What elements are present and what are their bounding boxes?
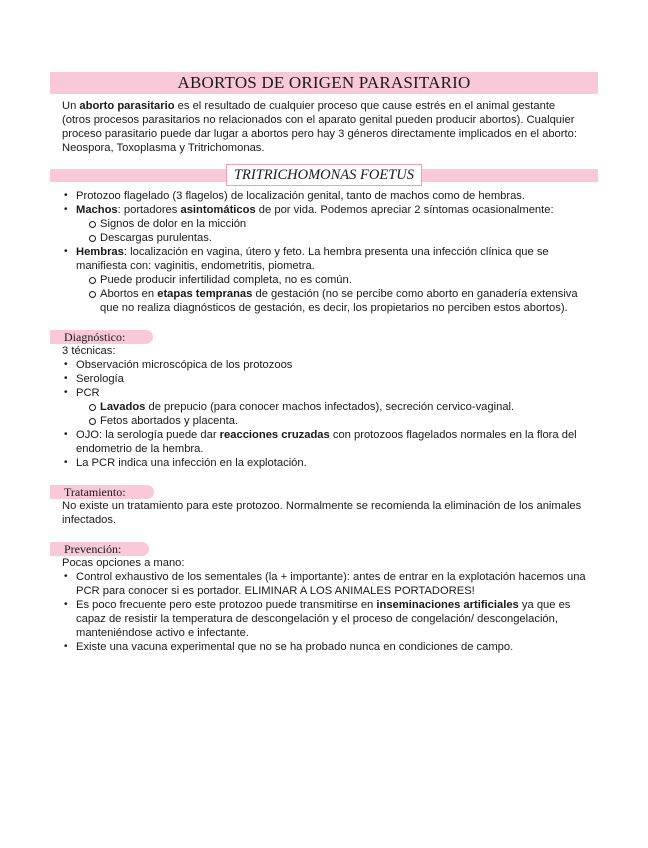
hembras-bold: Hembras bbox=[76, 246, 124, 258]
list-item bbox=[62, 598, 586, 640]
machos-text: : portadores bbox=[117, 204, 181, 216]
diagnostico-heading: Diagnóstico: bbox=[50, 330, 153, 344]
etapas-bold: etapas tempranas bbox=[157, 288, 253, 300]
reacciones-bold: reacciones cruzadas bbox=[219, 429, 330, 441]
prevencion-heading: Prevención: bbox=[50, 542, 149, 556]
abortos-pre: Abortos en bbox=[100, 288, 158, 300]
list-item: • Existe una vacuna experimental que no se ha probado nunca en condiciones de campo. bbox=[62, 640, 586, 654]
subtitle-row bbox=[50, 164, 598, 186]
insem-bold: inseminaciones artificiales bbox=[376, 599, 519, 611]
tratamiento-heading: Tratamiento: bbox=[50, 485, 154, 499]
document-title: ABORTOS DE ORIGEN PARASITARIO bbox=[50, 72, 598, 94]
prevencion-intro: Pocas opciones a mano: bbox=[62, 557, 185, 569]
diagnostico-intro: 3 técnicas: bbox=[62, 345, 116, 357]
machos-text-2: de por vida. Podemos apreciar 2 síntomas ocasionalmente: bbox=[255, 204, 554, 216]
prevencion-section-head bbox=[50, 540, 598, 554]
main-list bbox=[62, 189, 586, 315]
ojo-pre: OJO: la serología puede dar bbox=[76, 429, 220, 441]
asintomaticos-bold: asintomáticos bbox=[180, 204, 256, 216]
list-item: • Observación microscópica de los protozoos bbox=[62, 358, 586, 372]
pcr-sublist bbox=[76, 400, 586, 428]
pcr-label: PCR bbox=[76, 387, 100, 399]
insem-post: ya que es capaz de resistir la temperatura de descongelación y el proceso de congelación/ descongelación, manteniéndose activo e infectante. bbox=[76, 599, 571, 639]
diagnostico-section-head bbox=[50, 328, 598, 342]
machos-sublist bbox=[76, 217, 586, 245]
tratamiento-text: No existe un tratamiento para este protozoo. Normalmente se recomienda la eliminación de los animales infectados. bbox=[62, 500, 582, 526]
machos-bold: Machos bbox=[76, 204, 118, 216]
list-item: • Control exhaustivo de los sementales (la + importante): antes de entrar en la explotación hacemos una PCR para conocer si es portador. ELIMINAR A LOS ANIMALES PORTADORES! bbox=[62, 570, 586, 598]
list-item bbox=[62, 203, 586, 245]
prevencion-list bbox=[62, 570, 586, 654]
subtitle: TRITRICHOMONAS FOETUS bbox=[226, 164, 422, 186]
list-item bbox=[62, 428, 586, 456]
list-item: Fetos abortados y placenta. bbox=[86, 414, 586, 428]
ojo-post: con protozoos flagelados normales en la flora del endometrio de la hembra. bbox=[76, 429, 577, 455]
hembras-sublist bbox=[76, 273, 586, 315]
lavados-bold: Lavados bbox=[100, 401, 146, 413]
list-item bbox=[86, 400, 586, 414]
tratamiento-section-head bbox=[50, 483, 598, 497]
list-item bbox=[62, 386, 586, 428]
list-item bbox=[62, 245, 586, 315]
intro-paragraph bbox=[62, 99, 586, 155]
intro-bold: aborto parasitario bbox=[79, 100, 175, 112]
list-item bbox=[86, 287, 586, 315]
list-item: Descargas purulentas. bbox=[86, 231, 586, 245]
intro-prefix: Un bbox=[62, 100, 80, 112]
lavados-text: de prepucio (para conocer machos infectados), secreción cervico-vaginal. bbox=[145, 401, 515, 413]
intro-rest: es el resultado de cualquier proceso que cause estrés en el animal gestante (otros procesos parasitarios no relacionados con el aparato genital pueden producir abortos). Cualquier proceso parasitario puede dar lugar a abortos pero hay 3 géneros directamente implicados en el aborto: Neospora, Toxoplasma y Tritrichomonas. bbox=[62, 100, 577, 154]
list-item: • Protozoo flagelado (3 flagelos) de localización genital, tanto de machos como de hembras. bbox=[62, 189, 586, 203]
hembras-text: : localización en vagina, útero y feto. La hembra presenta una infección clínica que se manifiesta con: vaginitis, endometritis, piometra. bbox=[76, 246, 549, 272]
abortos-post: de gestación (no se percibe como aborto en ganadería extensiva que no realiza diagnósticos de gestación, es decir, los propietarios no perciben estos abortos). bbox=[100, 288, 578, 314]
document-page bbox=[50, 72, 598, 654]
list-item: Puede producir infertilidad completa, no es común. bbox=[86, 273, 586, 287]
list-item: • La PCR indica una infección en la explotación. bbox=[62, 456, 586, 470]
insem-pre: Es poco frecuente pero este protozoo puede transmitirse en bbox=[76, 599, 377, 611]
list-item: • Serología bbox=[62, 372, 586, 386]
diagnostico-list bbox=[62, 358, 586, 470]
list-item: Signos de dolor en la micción bbox=[86, 217, 586, 231]
